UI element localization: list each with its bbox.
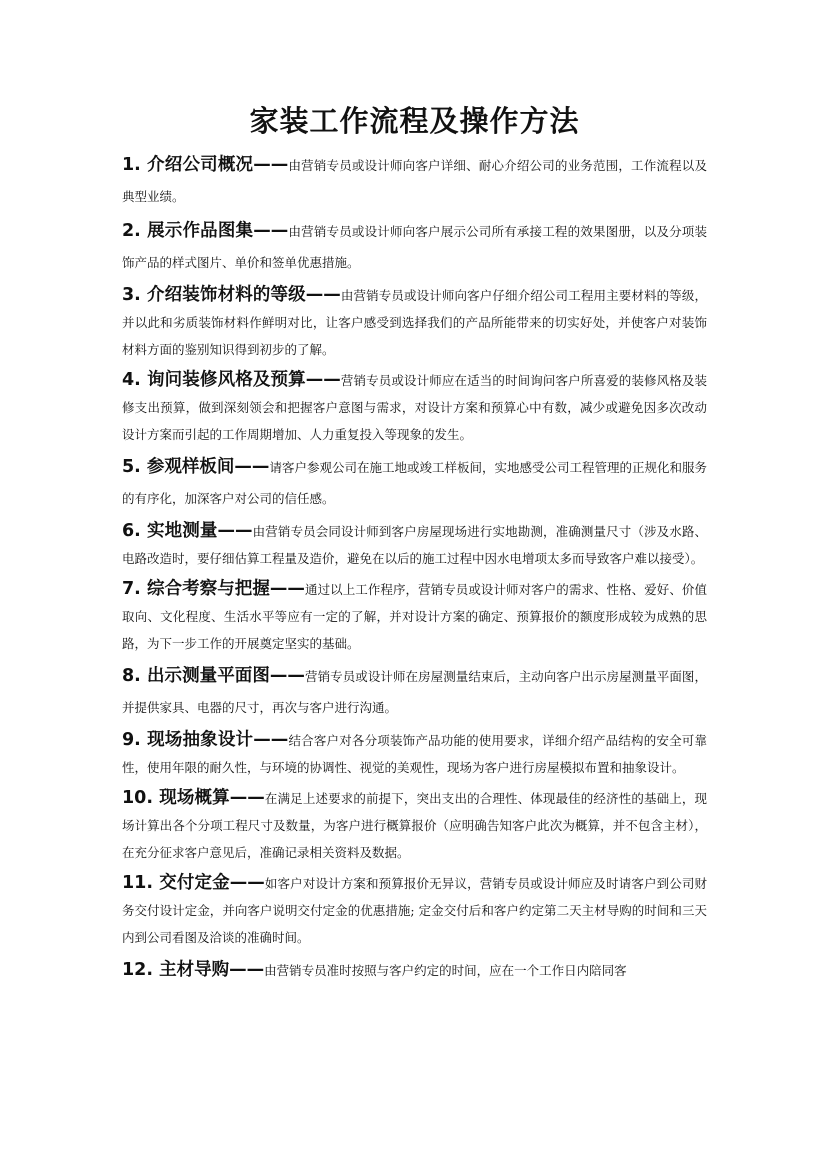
section-body: 由营销专员或设计师向客户仔细介绍公司工程用主要材料的等级，并以此和劣质装饰材料作鲜明对比，让客户感受到选择我们的产品所能带来的切实好处，并使客户对装饰材料方面的鉴别知识得到初步的了解。: [122, 287, 707, 357]
document-page: [122, 100, 707, 990]
section-body: 由营销专员会同设计师到客户房屋现场进行实地勘测，准确测量尺寸（涉及水路、电路改造时，要仔细估算工程量及造价，避免在以后的施工过程中因水电增项太多而导致客户难以接受）。: [122, 523, 707, 566]
section-body: 如客户对设计方案和预算报价无异议，营销专员或设计师应及时请客户到公司财务交付设计定金，并向客户说明交付定金的优惠措施; 定金交付后和客户约定第二天主材导购的时间和三天内到公司看图及洽谈的准确时间。: [122, 875, 707, 945]
section-heading: 3. 介绍装饰材料的等级——: [122, 284, 341, 305]
section-body: 营销专员或设计师在房屋测量结束后，主动向客户出示房屋测量平面图，并提供家具、电器的尺寸，再次与客户进行沟通。: [122, 668, 707, 715]
section-body: 请客户参观公司在施工地或竣工样板间，实地感受公司工程管理的正规化和服务的有序化，加深客户对公司的信任感。: [122, 459, 707, 506]
section-2: [122, 216, 707, 278]
section-heading: 8. 出示测量平面图——: [122, 665, 305, 686]
section-9: [122, 727, 707, 781]
section-heading: 7. 综合考察与把握——: [122, 578, 305, 599]
section-body: 在满足上述要求的前提下，突出支出的合理性、体现最佳的经济性的基础上，现场计算出各个分项工程尺寸及数量，为客户进行概算报价（应明确告知客户此次为概算，并不包含主材），在充分征求客户意见后，准确记录相关资料及数据。: [122, 790, 707, 860]
section-3: [122, 282, 707, 363]
section-heading: 5. 参观样板间——: [122, 456, 270, 477]
section-11: [122, 870, 707, 951]
section-heading: 2. 展示作品图集——: [122, 220, 289, 241]
section-10: [122, 785, 707, 866]
section-heading: 9. 现场抽象设计——: [122, 729, 289, 750]
section-heading: 6. 实地测量——: [122, 520, 253, 541]
document-title: 家装工作流程及操作方法: [249, 104, 580, 138]
section-6: [122, 518, 707, 572]
section-body: 结合客户对各分项装饰产品功能的使用要求，详细介绍产品结构的安全可靠性，使用年限的耐久性，与环境的协调性、视觉的美观性，现场为客户进行房屋模拟布置和抽象设计。: [122, 732, 707, 775]
section-body: 通过以上工作程序，营销专员或设计师对客户的需求、性格、爱好、价值取向、文化程度、生活水平等应有一定的了解，并对设计方案的确定、预算报价的额度形成较为成熟的思路，为下一步工作的开展奠定坚实的基础。: [122, 581, 707, 651]
section-body: 营销专员或设计师应在适当的时间询问客户所喜爱的装修风格及装修支出预算，做到深刻领会和把握客户意图与需求，对设计方案和预算心中有数，减少或避免因多次改动设计方案而引起的工作周期增加、人力重复投入等现象的发生。: [122, 372, 707, 442]
section-heading: 10. 现场概算——: [122, 787, 265, 808]
section-5: [122, 452, 707, 514]
section-body: 由营销专员或设计师向客户详细、耐心介绍公司的业务范围，工作流程以及典型业绩。: [122, 157, 707, 204]
section-heading: 1. 介绍公司概况——: [122, 154, 289, 175]
section-heading: 11. 交付定金——: [122, 872, 265, 893]
section-body: 由营销专员准时按照与客户约定的时间，应在一个工作日内陪同客: [264, 962, 627, 978]
section-4: [122, 367, 707, 448]
section-heading: 12. 主材导购——: [122, 959, 265, 980]
section-heading: 4. 询问装修风格及预算——: [122, 369, 341, 390]
section-body: 由营销专员或设计师向客户展示公司所有承接工程的效果图册，以及分项装饰产品的样式图片、单价和签单优惠措施。: [122, 223, 707, 270]
section-12: [122, 955, 707, 986]
section-7: [122, 576, 707, 657]
section-8: [122, 661, 707, 723]
section-1: [122, 150, 707, 212]
